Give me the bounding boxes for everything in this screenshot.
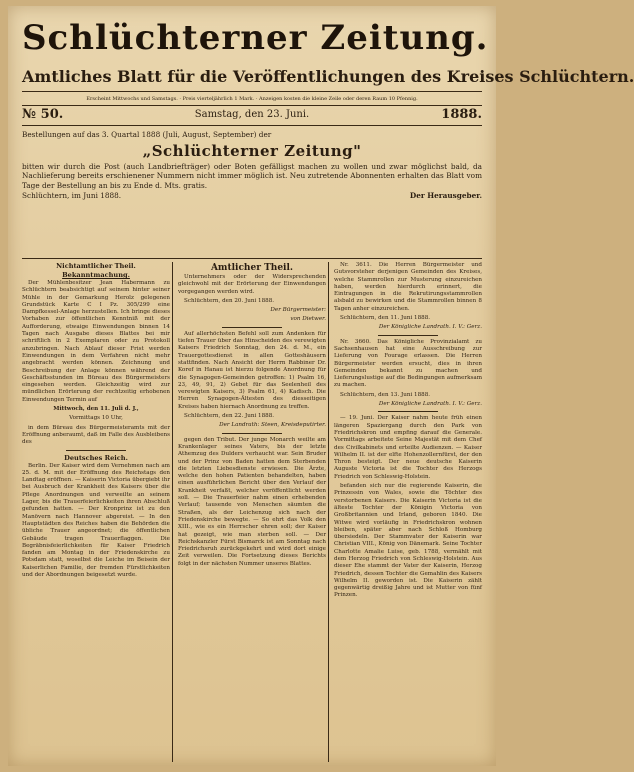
section-divider — [378, 411, 437, 412]
trauer-text: Auf allerhöchsten Befehl soll zum Andenken für tiefen Trauer über das Hinscheiden des verewigten Kaisers Friedrich Sonntag, den 24. d. M., ein Trauergottesdienst in allen Gotteshäusern stattfinden. Nach Ansicht der Herrn Rabbiner Dr. Koref in Hanau ist hierzu folgende Anordnung für die Synagogen-Gemeinden getroffen: 1) Psalm 16, 23, 49, 91, 2) Gebet für das Seelenheil des verewigten Kaisers, 3) Psalm 61, 4) Kadisch. Die Herren Synagogen-Ältesten des diesseitigen Kreises haben hiernach Anordnung zu treffen. — [178, 330, 326, 410]
column-divider-2 — [328, 262, 329, 762]
trauer-signature: Der Landrath: Steen, Kreisdeputirter. — [219, 422, 326, 429]
masthead-title: Schlüchterner Zeitung. — [22, 18, 489, 58]
lower-col3-text: befanden sich nur die regierende Kaiserin, die Prinzessin von Wales, sowie die Töchter des verstorbenen Kaisers. Die Kaiserin Victoria ist die älteste Tochter der Königin Victoria von Großbritannien und Irland, geboren 1840. Die Witwe wird vorläufig in Friedrichskron wohnen bleiben, später aber nach Schloß Homburg übersiedeln. Der Stammvater der Kaiserin war Christian VIII., König von Dänemark. Seine Tochter Charlotte Amalie Luise, geb. 1788, vermählt mit dem Herzog Friedrich von Schleswig-Holstein. Aus dieser Ehe stammt der Vater der Kaiserin, Herzog Friedrich, dessen Tochter die Gemahlin des Kaisers Wilhelm II. geworden ist. Die Kaiserin zählt gegenwärtig dreißig Jahre und ist Mutter von fünf Prinzen. — [334, 483, 482, 599]
subscription-notice — [22, 130, 482, 256]
column-2 — [178, 262, 326, 762]
masthead-subtitle: Amtliches Blatt für die Veröffentlichungen des Kreises Schlüchtern. — [22, 67, 634, 86]
newspaper-page — [8, 6, 634, 766]
notice-banner: „Schlüchterner Zeitung" — [142, 141, 362, 160]
notice-body: bitten wir durch die Post (auch Landbriefträger) oder Boten gefälligst machen zu wollen und zwar möglichst bald, da Nachlieferung bereits erschienener Nummern nicht immer möglich ist. Neu zutretende Abonnenten erhalten das Blatt vom Tage der Bestellung an bis zu Ende d. Mts. gratis. — [22, 161, 482, 190]
nichtamtlich-heading: Nichtamtlicher Theil. — [56, 262, 136, 270]
notice-intro: Bestellungen auf das 3. Quartal 1888 (Juli, August, September) der — [22, 130, 272, 139]
col3-notice-b-sig: Der Königliche Landrath. I. V.: Gerz. — [378, 401, 482, 408]
publication-note: Erscheint Mittwochs und Samstags. · Preis vierteljährlich 1 Mark. · Anzeigen kosten die kleine Zeile oder deren Raum 10 Pfennig. — [86, 96, 418, 102]
col3-notice-b-date: Schlüchtern, den 13. Juni 1888. — [340, 391, 431, 398]
amtlich-col2-sig-name: von Dietwer. — [290, 316, 326, 323]
bekanntmachung-text: Der Mühlenbesitzer Jean Habermann zu Schlüchtern beabsichtigt auf seinem hinter seiner Mühle in der Gemarkung Herolz gelegenen Grundstück Karte C I Pz. 305/299 eine Dampfkessel-Anlage herzustellen. Ich bringe dieses Vorhaben zur öffentlichen Kenntniß mit der Aufforderung, etwaige Einwendungen binnen 14 Tagen nach Ausgabe dieses Blattes bei mir schriftlich in 2 Exemplaren oder zu Protokoll anzubringen. Nach Ablauf dieser Frist werden Einwendungen in dem Verfahren nicht mehr angebracht werden können. Zeichnung und Beschreibung der Anlage können während der Geschäftsstunden im Büreau des Bürgermeisters eingesehen werden. Gleichzeitig wird zur mündlichen Erörterung der rechtzeitig erhobenen Einwendungen Termin auf — [22, 280, 170, 403]
lower-col2-text: gegen den Tribut. Der junge Monarch weilte am Krankenlager seines Vaters, bis der letzte Athemzug des Dulders verhaucht war. Sein Bruder und der Prinz von Baden hatten dem Sterbenden die letzten Liebesdienste erwiesen. Die Ärzte, welche den hohen Patienten behandelten, haben einen ausführlichen Bericht über den Verlauf der Krankheit verfaßt, welcher veröffentlicht werden soll. — Die Trauerfeier nahm einen erhebenden Verlauf; tausende von Menschen säumten die Straßen, als der Leichenzug sich nach der Friedenskirche bewegte. — So ehrt das Volk den XIII., wie es ein Herrscher ehren soll; der Kaiser hat gezeigt, wie man sterben soll. — Der Reichskanzler Fürst Bismarck ist am Sonntag nach Friedrichsruh zurückgekehrt und wird dort einige Zeit verweilen. Die Fortsetzung dieses Berichts folgt in der nächsten Nummer unseres Blattes. — [178, 436, 326, 567]
masthead-rule — [22, 91, 482, 92]
deutsches-reich-heading: Deutsches Reich. — [64, 453, 128, 462]
bekanntmachung-heading: Bekanntmachung. — [62, 271, 130, 279]
col3-notice-a: Nr. 3611. Die Herren Bürgermeister und Gutsvorsteher derjenigen Gemeinden des Kreises, welche Stammrollen zur Musterung einzureichen haben, werden hierdurch erinnert, die Eintragungen in die Rekrutirungsstammrollen alsbald zu bewirken und die Stammrollen binnen 8 Tagen anher einzureichen. — [334, 262, 482, 312]
col3-notice-a-date: Schlüchtern, den 11. Juni 1888. — [340, 315, 431, 322]
column-1 — [22, 262, 170, 762]
amtlich-col2-sig-title: Der Bürgermeister: — [270, 307, 326, 314]
column-3 — [334, 262, 482, 762]
amtlich-col2-top: Unternehmers oder der Widersprechenden gleichwohl mit der Erörterung der Einwendungen vorgegangen werden wird. — [178, 274, 326, 295]
notice-place-date: Schlüchtern, im Juni 1888. — [22, 191, 122, 201]
section-divider — [378, 335, 437, 336]
amtlich-heading: Amtlicher Theil. — [210, 263, 294, 273]
col3-notice-b: Nr. 3660. Das Königliche Provinzialamt zu Sachsenhausen hat eine Ausschreibung zur Lieferung von Fourage erlassen. Die Herren Bürgermeister werden ersucht, dies in ihren Gemeinden bekannt zu machen und Lieferungslustige auf die Bedingungen aufmerksam zu machen. — [334, 338, 482, 389]
amtlich-col2-date: Schlüchtern, den 20. Juni 1888. — [184, 297, 275, 304]
section-divider — [66, 450, 125, 451]
issue-year: 1888. — [441, 107, 482, 122]
dateline-rule-bottom — [22, 125, 482, 126]
notice-signature-line — [22, 191, 482, 201]
col3-news: — 19. Juni. Der Kaiser nahm heute früh einen längeren Spaziergang durch den Park von Friedrichskron und empfing darauf die Generale. Vormittags arbeitete Seine Majestät mit dem Chef des Civilkabinets und erteilte Audienzen. — Kaiser Wilhelm II. ist der elfte Hohenzollernfürst, der den Thron besteigt. Der neue deutsche Kaiserin Auguste Victoria ist die Tochter des Herzogs Friedrich von Schleswig-Holstein. — [334, 415, 482, 480]
issue-number: № 50. — [22, 107, 64, 122]
notice-rule — [22, 258, 482, 259]
section-divider — [222, 327, 281, 328]
issue-date: Samstag, den 23. Juni. — [194, 109, 310, 120]
notice-signature: Der Herausgeber. — [409, 191, 482, 201]
deutsches-reich-text: Berlin. Der Kaiser wird dem Vernehmen nach am 25. d. M. mit der Eröffnung des Reichstags den Landtag eröffnen. — Kaiserin Victoria übergiebt ihr bei Ausbruch der Krankheit des Kaisers über die Pflege Anordnungen und verweilte an seinem Lager, bis die Trauerfeierlichkeiten ihren Abschluß gefunden hatten. — Der Kronprinz ist zu den Manövern nach Hannover abgereist. — In den Hauptstädten des Reiches haben die Behörden die übliche Trauer angeordnet; die öffentlichen Gebäude tragen Trauerflaggen. Die Begräbnisfeierlichkeiten für Kaiser Friedrich fanden am Montag in der Friedenskirche zu Potsdam statt, woselbst die Leiche im Beisein der Kaiserlichen Familie, der fremden Fürstlichkeiten und der Abordnungen beigesetzt wurde. — [22, 462, 170, 578]
bekanntmachung-tail: in dem Büreau des Bürgermeisteramts mit der Eröffnung anberaumt, daß im Falle des Ausbleibens des — [22, 424, 170, 446]
section-divider — [222, 433, 281, 434]
dateline — [22, 106, 482, 124]
termin-date: Mittwoch, den 11. Juli d. J., — [53, 406, 139, 413]
trauer-date: Schlüchtern, den 22. Juni 1888. — [184, 413, 275, 420]
column-divider-1 — [172, 262, 173, 762]
col3-notice-a-sig: Der Königliche Landrath. I. V.: Gerz. — [378, 324, 482, 331]
termin-time: Vormittags 10 Uhr, — [69, 415, 123, 422]
